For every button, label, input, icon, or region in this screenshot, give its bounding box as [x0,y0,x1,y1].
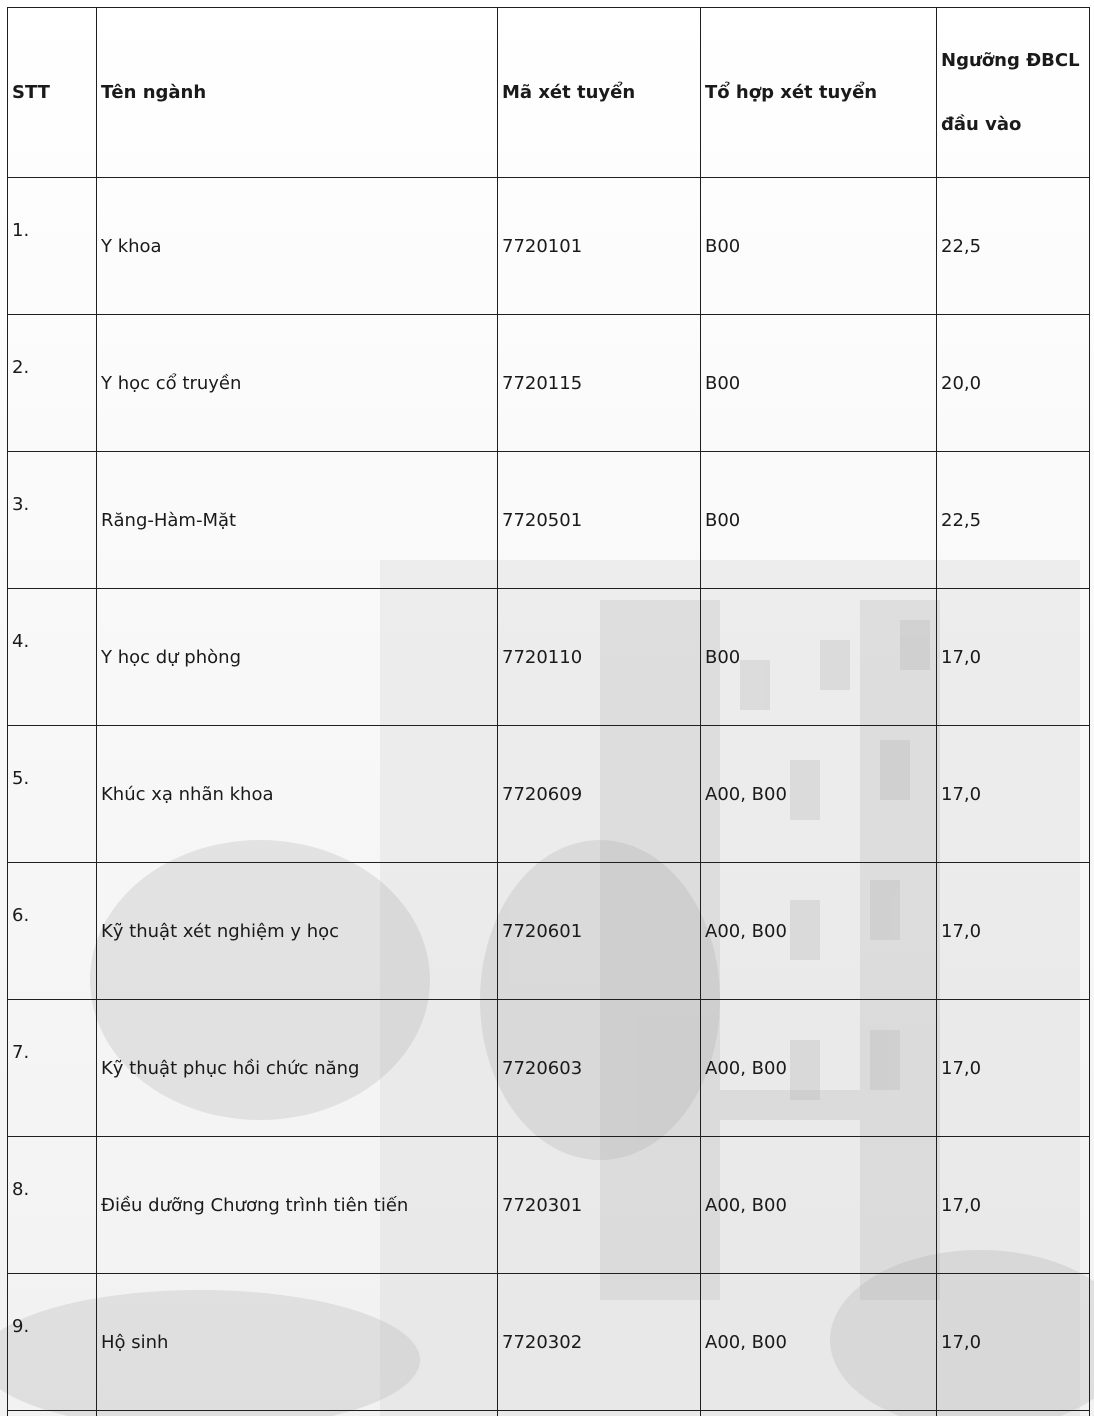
cell-major-name: Y khoa [97,178,498,315]
cell-threshold: 20,0 [937,315,1090,452]
admission-table [7,7,1090,1416]
table-row [8,726,1090,863]
cell-stt: 4. [8,589,97,726]
table-row [8,589,1090,726]
cell-subject-combination: A00, B00 [701,863,937,1000]
cell-threshold: 22,5 [937,452,1090,589]
cell-stt: 8. [8,1137,97,1274]
cell-subject-combination: B00 [701,315,937,452]
cell-subject-combination: B00 [701,178,937,315]
cell-major-name: Răng-Hàm-Mặt [97,452,498,589]
cell-stt: 9. [8,1274,97,1411]
cell-admission-code: 7720101 [498,178,701,315]
header-threshold-line2: đầu vào [941,113,1022,135]
cell-threshold: 17,0 [937,1137,1090,1274]
cell-empty [8,1411,97,1416]
cell-threshold: 17,0 [937,863,1090,1000]
table-row-partial [8,1411,1090,1416]
cell-subject-combination: A00, B00 [701,1137,937,1274]
cell-major-name: Kỹ thuật phục hồi chức năng [97,1000,498,1137]
cell-major-name: Khúc xạ nhãn khoa [97,726,498,863]
cell-major-name: Y học cổ truyền [97,315,498,452]
table-row [8,178,1090,315]
cell-stt: 6. [8,863,97,1000]
cell-major-name: Y học dự phòng [97,589,498,726]
header-threshold-line1: Ngưỡng ĐBCL [941,49,1080,71]
cell-threshold: 17,0 [937,1274,1090,1411]
table-row [8,1274,1090,1411]
cell-stt: 2. [8,315,97,452]
cell-admission-code: 7720609 [498,726,701,863]
table-row [8,1137,1090,1274]
cell-admission-code: 7720501 [498,452,701,589]
cell-stt: 3. [8,452,97,589]
header-subject-combination: Tổ hợp xét tuyển [701,8,937,178]
cell-empty [97,1411,498,1416]
cell-subject-combination: A00, B00 [701,726,937,863]
header-major-name: Tên ngành [97,8,498,178]
cell-admission-code: 7720601 [498,863,701,1000]
cell-threshold: 17,0 [937,726,1090,863]
cell-admission-code: 7720115 [498,315,701,452]
table-header-row [8,8,1090,178]
cell-admission-code: 7720301 [498,1137,701,1274]
cell-admission-code: 7720110 [498,589,701,726]
cell-major-name: Hộ sinh [97,1274,498,1411]
cell-threshold: 17,0 [937,1000,1090,1137]
cell-stt: 7. [8,1000,97,1137]
cell-threshold: 17,0 [937,589,1090,726]
cell-subject-combination: B00 [701,452,937,589]
table-row [8,1000,1090,1137]
table-row [8,863,1090,1000]
cell-stt: 5. [8,726,97,863]
cell-subject-combination: B00 [701,589,937,726]
cell-empty [498,1411,701,1416]
cell-major-name: Điều dưỡng Chương trình tiên tiến [97,1137,498,1274]
table-row [8,452,1090,589]
header-stt: STT [8,8,97,178]
cell-empty [701,1411,937,1416]
cell-admission-code: 7720603 [498,1000,701,1137]
header-quality-threshold [937,8,1090,178]
cell-admission-code: 7720302 [498,1274,701,1411]
cell-subject-combination: A00, B00 [701,1000,937,1137]
cell-empty [937,1411,1090,1416]
cell-subject-combination: A00, B00 [701,1274,937,1411]
cell-major-name: Kỹ thuật xét nghiệm y học [97,863,498,1000]
header-admission-code: Mã xét tuyển [498,8,701,178]
cell-threshold: 22,5 [937,178,1090,315]
table-row [8,315,1090,452]
cell-stt: 1. [8,178,97,315]
